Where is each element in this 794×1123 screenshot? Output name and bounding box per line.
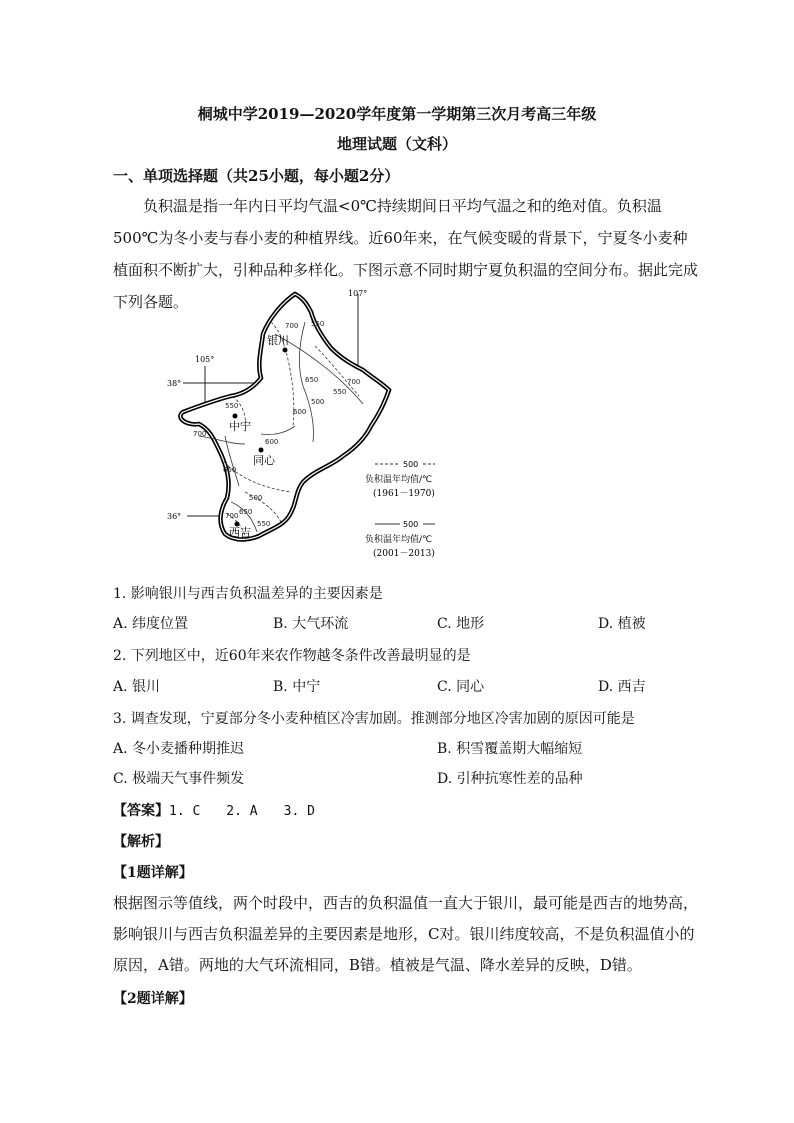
city-dot-yinchuan: [283, 348, 288, 353]
question-3-option-a[interactable]: A. 冬小麦播种期推迟: [113, 741, 245, 757]
city-label-yinchuan: 银川: [267, 334, 289, 347]
exam-title: 桐城中学2019—2020学年度第一学期第三次月考高三年级: [197, 105, 597, 123]
question-1-option-b[interactable]: B. 大气环流: [273, 616, 349, 632]
legend-dashed-value: 500: [403, 460, 419, 469]
contour-label: 550: [333, 388, 347, 396]
detail-1-label: 【1题详解】: [113, 865, 193, 881]
lat-label-38: 38°: [167, 379, 182, 388]
question-3-option-b[interactable]: B. 积雪覆盖期大幅缩短: [437, 741, 583, 757]
legend-solid-value: 500: [403, 520, 419, 529]
lon-label-105: 105°: [195, 355, 215, 364]
detail-2-label: 【2题详解】: [113, 991, 193, 1007]
contour-label: 550: [257, 520, 271, 528]
contour-label: 650: [305, 376, 319, 384]
contour-label: 700: [225, 512, 239, 520]
answer-label: 【答案】: [113, 803, 169, 819]
legend-solid-period: (2001－2013): [373, 549, 435, 559]
question-1-option-d[interactable]: D. 植被: [598, 616, 646, 632]
question-3-option-d[interactable]: D. 引种抗寒性差的品种: [437, 771, 583, 787]
question-2-stem: 2. 下列地区中，近60年来农作物越冬条件改善最明显的是: [113, 648, 471, 664]
contour-label: 500: [249, 494, 263, 502]
contour-label: 650: [223, 466, 237, 474]
section-heading: 一、单项选择题（共25小题，每小题2分）: [113, 167, 400, 185]
contour-label: 700: [193, 430, 207, 438]
contour-label: 550: [311, 320, 325, 328]
question-1-option-c[interactable]: C. 地形: [437, 616, 485, 632]
question-3-option-c[interactable]: C. 极端天气事件频发: [113, 771, 245, 787]
contour-label: 600: [265, 438, 279, 446]
city-label-xiji: 西吉: [229, 526, 251, 539]
answer-text: 1. C 2. A 3. D: [169, 804, 315, 819]
question-2-option-a[interactable]: A. 银川: [113, 679, 161, 695]
contour-label: 700: [285, 322, 299, 330]
question-2-option-d[interactable]: D. 西吉: [598, 679, 646, 695]
question-1-option-a[interactable]: A. 纬度位置: [113, 616, 189, 632]
analysis-label: 【解析】: [113, 834, 169, 850]
city-label-tongxin: 同心: [253, 454, 275, 467]
detail-1-text: 根据图示等值线，两个时段中，西吉的负积温值一直大于银川，最可能是西吉的地势高，影响银川与西吉负积温差异的主要因素是地形，C对。银川纬度较高，不是负积温值小的原因，A错。两地的大气环流相同，B错。植被是气温、降水差异的反映，D错。: [113, 894, 699, 974]
question-3-stem: 3. 调查发现，宁夏部分冬小麦种植区冷害加剧。推测部分地区冷害加剧的原因可能是: [113, 711, 635, 727]
contour-label: 650: [239, 508, 253, 516]
legend-solid-label: 负积温年均值/℃: [365, 535, 433, 545]
question-1-stem: 1. 影响银川与西吉负积温差异的主要因素是: [113, 586, 383, 602]
intro-text: 负积温是指一年内日平均气温<0℃持续期间日平均气温之和的绝对值。负积温500℃为冬小麦与春小麦的种植界线。近60年来，在气候变暖的背景下，宁夏冬小麦种植面积不断扩大，引种品种多样化。下图示意不同时期宁夏负积温的空间分布。据此完成下列各题。: [113, 197, 699, 311]
legend-dashed-label: 负积温年均值/℃: [365, 475, 433, 485]
ningxia-map: [165, 286, 435, 566]
contour-label: 600: [293, 408, 307, 416]
question-2-option-b[interactable]: B. 中宁: [273, 679, 321, 695]
exam-subtitle: 地理试题（文科）: [336, 135, 457, 153]
city-dot-zhongning: [233, 414, 238, 419]
legend-dashed-period: (1961－1970): [373, 489, 435, 499]
question-2-option-c[interactable]: C. 同心: [437, 679, 485, 695]
city-dot-tongxin: [259, 448, 264, 453]
contour-label: 550: [225, 402, 239, 410]
contour-label: 700: [347, 378, 361, 386]
answer-line: [113, 800, 315, 820]
lon-label-107: 107°: [348, 289, 368, 298]
lat-label-36: 36°: [167, 512, 182, 521]
city-label-zhongning: 中宁: [229, 420, 251, 433]
contour-label: 500: [311, 398, 325, 406]
